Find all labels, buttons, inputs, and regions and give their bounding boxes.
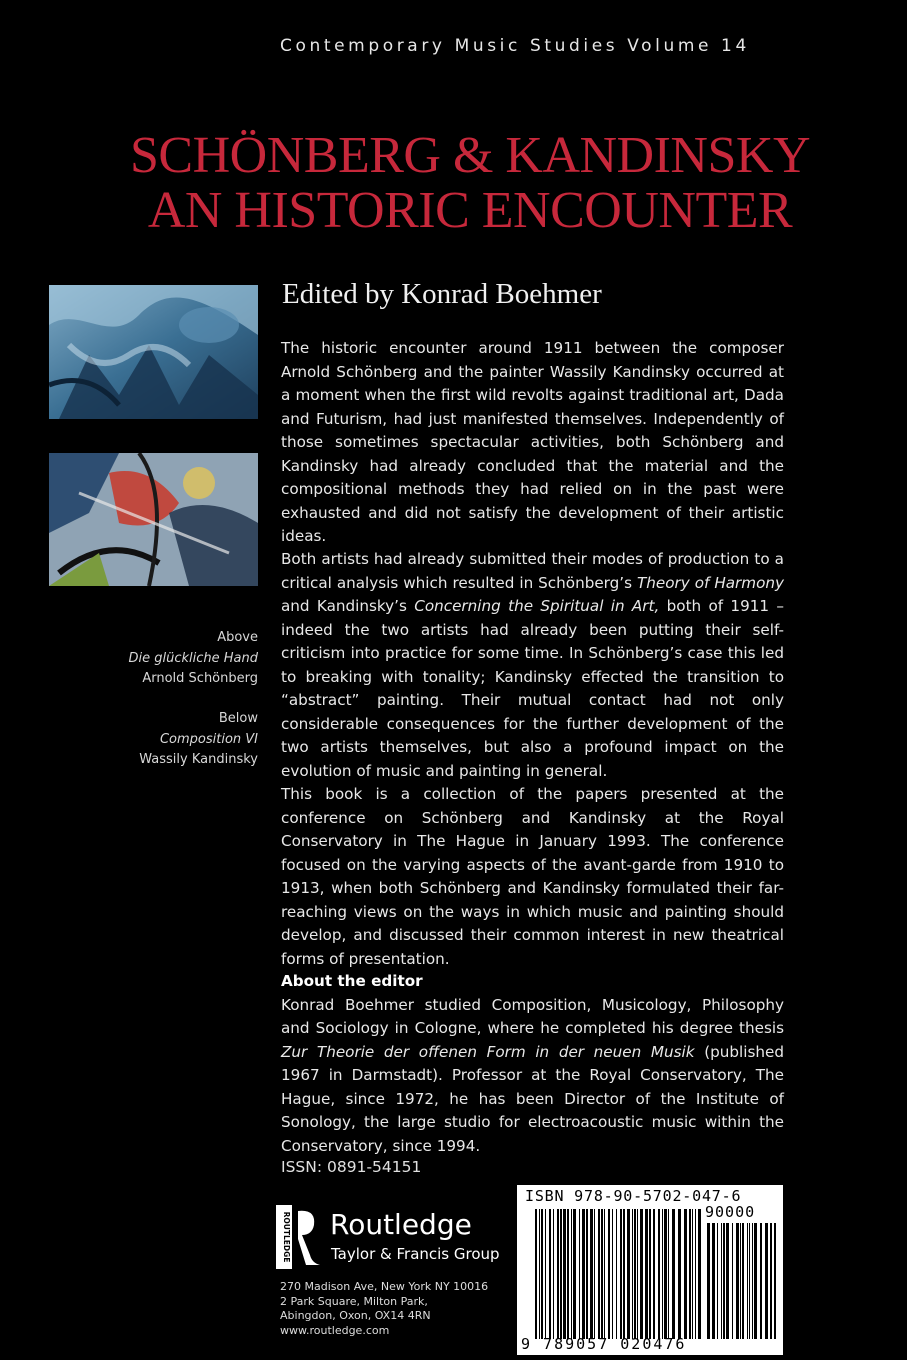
painting-above-image [49, 285, 258, 419]
barcode-bar [689, 1209, 691, 1339]
barcode-addon-bars [707, 1223, 777, 1339]
barcode-bar [640, 1209, 643, 1339]
barcode-bar [653, 1209, 655, 1339]
barcode-bar [623, 1209, 625, 1339]
barcode-bar [740, 1223, 741, 1339]
barcode-bar [747, 1223, 748, 1339]
barcode [517, 1185, 783, 1355]
painting-below-image [49, 453, 258, 586]
barcode-bar [749, 1223, 750, 1339]
barcode-main-bars [535, 1209, 703, 1339]
description-paragraph-1: The historic encounter around 1911 between the composer Arnold Schönberg and the painter Wassily Kandinsky occurred at a moment when the first wild revolts against traditional art, Dada and Futurism, had just manifested themselves. Independently of those sometimes spectacular activities, both Schönberg and Kandinsky had already concluded that the material and the compositional methods they had relied on in the past were exhausted and did not satisfy the development of their artistic ideas. [281, 339, 784, 545]
barcode-bar [723, 1223, 725, 1339]
barcode-ean-number: 9 789057 020476 [521, 1335, 687, 1353]
barcode-bar [604, 1209, 605, 1339]
isbn-number: ISBN 978-90-5702-047-6 [525, 1187, 742, 1205]
publisher-group: Taylor & Francis Group [331, 1245, 500, 1263]
barcode-bar [612, 1209, 613, 1339]
barcode-bar [571, 1209, 572, 1339]
barcode-bar [632, 1209, 633, 1339]
barcode-bar [742, 1223, 744, 1339]
barcode-bar [616, 1209, 617, 1339]
barcode-bar [567, 1209, 569, 1339]
barcode-bar [770, 1223, 772, 1339]
editor-line: Edited by Konrad Boehmer [282, 278, 602, 310]
barcode-bar [594, 1209, 595, 1339]
barcode-bar [549, 1209, 551, 1339]
barcode-bar [645, 1209, 648, 1339]
barcode-bar [539, 1209, 540, 1339]
barcode-bar [535, 1209, 537, 1339]
barcode-bar [637, 1209, 638, 1339]
barcode-bar [692, 1209, 693, 1339]
barcode-bar [732, 1223, 733, 1339]
barcode-bar [752, 1223, 753, 1339]
barcode-bar [678, 1209, 681, 1339]
barcode-bar [672, 1209, 675, 1339]
book-title-line-2: AN HISTORIC ENCOUNTER [147, 182, 793, 239]
barcode-bar [573, 1209, 576, 1339]
barcode-bar [717, 1223, 718, 1339]
barcode-bar [664, 1209, 667, 1339]
barcode-bar [695, 1209, 696, 1339]
svg-text:ROUTLEDGE: ROUTLEDGE [282, 1211, 291, 1263]
barcode-bar [754, 1223, 757, 1339]
barcode-bar [634, 1209, 636, 1339]
barcode-bar [586, 1209, 588, 1339]
book-title-line-1: SCHÖNBERG & KANDINSKY [130, 127, 810, 184]
description-paragraph-2: Both artists had already submitted their modes of production to a critical analysis which resulted in Schönberg’s Theory of Harmony and Kandinsky’s Concerning the Spiritual in Art, both of 1911 – indeed the two artists had already been putting their self-criticism into practice for some time. In Schönberg’s case this led to breaking with tonality; Kandinsky effected the transition to “abstract” painting. Their mutual contact had not only considerable consequences for the further development of the two artists themselves, but also a profound impact on the evolution of music and painting in general. [281, 550, 784, 780]
barcode-bar [658, 1209, 660, 1339]
barcode-bar [726, 1223, 729, 1339]
barcode-bar [545, 1209, 546, 1339]
barcode-bar [553, 1209, 554, 1339]
publisher-address: 270 Madison Ave, New York NY 10016 2 Park Square, Milton Park, Abingdon, Oxon, OX14 4RN www.routledge.com [280, 1280, 489, 1337]
barcode-bar [684, 1209, 687, 1339]
barcode-addon-number: 90000 [705, 1203, 756, 1221]
barcode-bar [608, 1209, 610, 1339]
publisher-name: Routledge [330, 1208, 472, 1241]
caption-below: Below Composition VI Wassily Kandinsky [139, 711, 258, 767]
barcode-bar [774, 1223, 776, 1339]
barcode-bar [620, 1209, 622, 1339]
about-editor-heading: About the editor [281, 972, 423, 990]
description-paragraph-3: This book is a collection of the papers presented at the conference on Schönberg and Kandinsky at the Royal Conservatory in The Hague in January 1993. The conference focused on the varying aspects of the avant-garde from 1910 to 1913, when both Schönberg and Kandinsky formulated their far-reaching views on the ways in which music and painting should develop, and discussed their common interest in new theatrical forms of presentation. [281, 785, 784, 968]
barcode-bar [579, 1209, 580, 1339]
about-editor-text: Konrad Boehmer studied Composition, Musicology, Philosophy and Sociology in Cologne, where he completed his degree thesis Zur Theorie der offenen Form in der neuen Musik (published 1967 in Darmstadt). Professor at the Royal Conservatory, The Hague, since 1972, he has been Director of the Institute of Sonology, the large studio for electroacoustic music within the Conservatory, since 1994. [281, 995, 784, 1155]
barcode-bar [541, 1209, 543, 1339]
barcode-bar [662, 1209, 663, 1339]
barcode-bar [582, 1209, 585, 1339]
barcode-bar [765, 1223, 768, 1339]
barcode-bar [649, 1209, 651, 1339]
barcode-bar [721, 1223, 722, 1339]
barcode-bar [598, 1209, 600, 1339]
barcode-bar [590, 1209, 593, 1339]
barcode-bar [557, 1209, 559, 1339]
barcode-bar [560, 1209, 562, 1339]
caption-above: Above Die glückliche Hand Arnold Schönberg [128, 630, 258, 686]
series-title: Contemporary Music Studies Volume 14 [280, 36, 750, 56]
about-editor-section [281, 970, 784, 1158]
barcode-bar [707, 1223, 710, 1339]
barcode-bar [627, 1209, 630, 1339]
barcode-bar [698, 1209, 701, 1339]
barcode-bar [563, 1209, 566, 1339]
barcode-bar [601, 1209, 603, 1339]
routledge-logo-icon [276, 1205, 326, 1269]
barcode-bar [668, 1209, 669, 1339]
barcode-bar [760, 1223, 762, 1339]
barcode-bar [712, 1223, 715, 1339]
barcode-bar [736, 1223, 739, 1339]
issn-text: ISSN: 0891-54151 [281, 1158, 422, 1176]
